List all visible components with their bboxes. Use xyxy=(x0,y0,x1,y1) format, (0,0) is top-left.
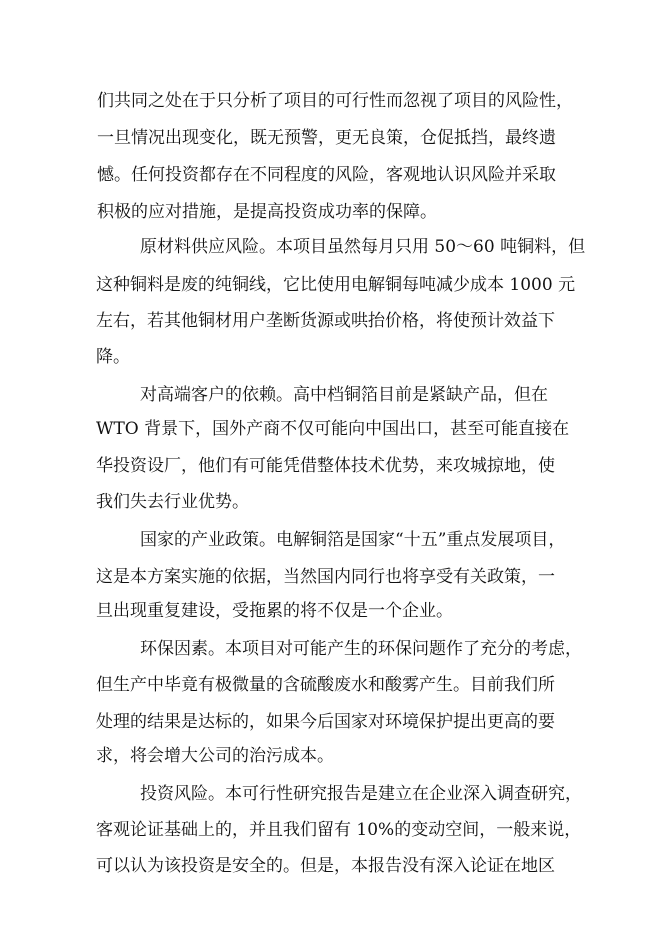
paragraph-first-line: 国家的产业政策。电解铜箔是国家“十五”重点发展项目， xyxy=(140,530,566,550)
paragraph-first-line: 对高端客户的依赖。高中档铜箔目前是紧缺产品，但在 xyxy=(140,385,548,405)
paragraph-first-line: 原材料供应风险。本项目虽然每月只用 50～60 吨铜料，但 xyxy=(140,237,586,257)
text-line: 降。 xyxy=(96,347,130,367)
text-line: 处理的结果是达标的，如果今后国家对环境保护提出更高的要 xyxy=(96,712,555,732)
text-line: 客观论证基础上的，并且我们留有 10%的变动空间，一般来说， xyxy=(96,820,582,840)
text-line: 但生产中毕竟有极微量的含硫酸废水和酸雾产生。目前我们所 xyxy=(96,675,555,695)
text-line: 求，将会增大公司的治污成本。 xyxy=(96,746,334,766)
text-line: 我们失去行业优势。 xyxy=(96,492,249,512)
text-line: 华投资设厂，他们有可能凭借整体技术优势，来攻城掠地，使 xyxy=(96,456,555,476)
text-line: 旦出现重复建设，受拖累的将不仅是一个企业。 xyxy=(96,601,453,621)
text-line: 左右，若其他铜材用户垄断货源或哄抬价格，将使预计效益下 xyxy=(96,311,555,331)
paragraph-first-line: 投资风险。本可行性研究报告是建立在企业深入调查研究， xyxy=(140,784,582,804)
text-line: 这是本方案实施的依据，当然国内同行也将享受有关政策，一 xyxy=(96,567,555,587)
paragraph-first-line: 环保因素。本项目对可能产生的环保问题作了充分的考虑， xyxy=(140,639,582,659)
text-line: WTO 背景下，国外产商不仅可能向中国出口，甚至可能直接在 xyxy=(96,419,570,439)
text-line: 积极的应对措施，是提高投资成功率的保障。 xyxy=(97,202,437,222)
text-line: 们共同之处在于只分析了项目的可行性而忽视了项目的风险性， xyxy=(97,91,573,111)
text-line: 一旦情况出现变化，既无预警，更无良策，仓促抵挡，最终遗 xyxy=(97,128,556,148)
text-line: 可以认为该投资是安全的。但是，本报告没有深入论证在地区 xyxy=(96,856,555,876)
text-line: 憾。任何投资都存在不同程度的风险，客观地认识风险并采取 xyxy=(97,165,556,185)
text-line: 这种铜料是废的纯铜线，它比使用电解铜每吨减少成本 1000 元 xyxy=(96,275,576,295)
